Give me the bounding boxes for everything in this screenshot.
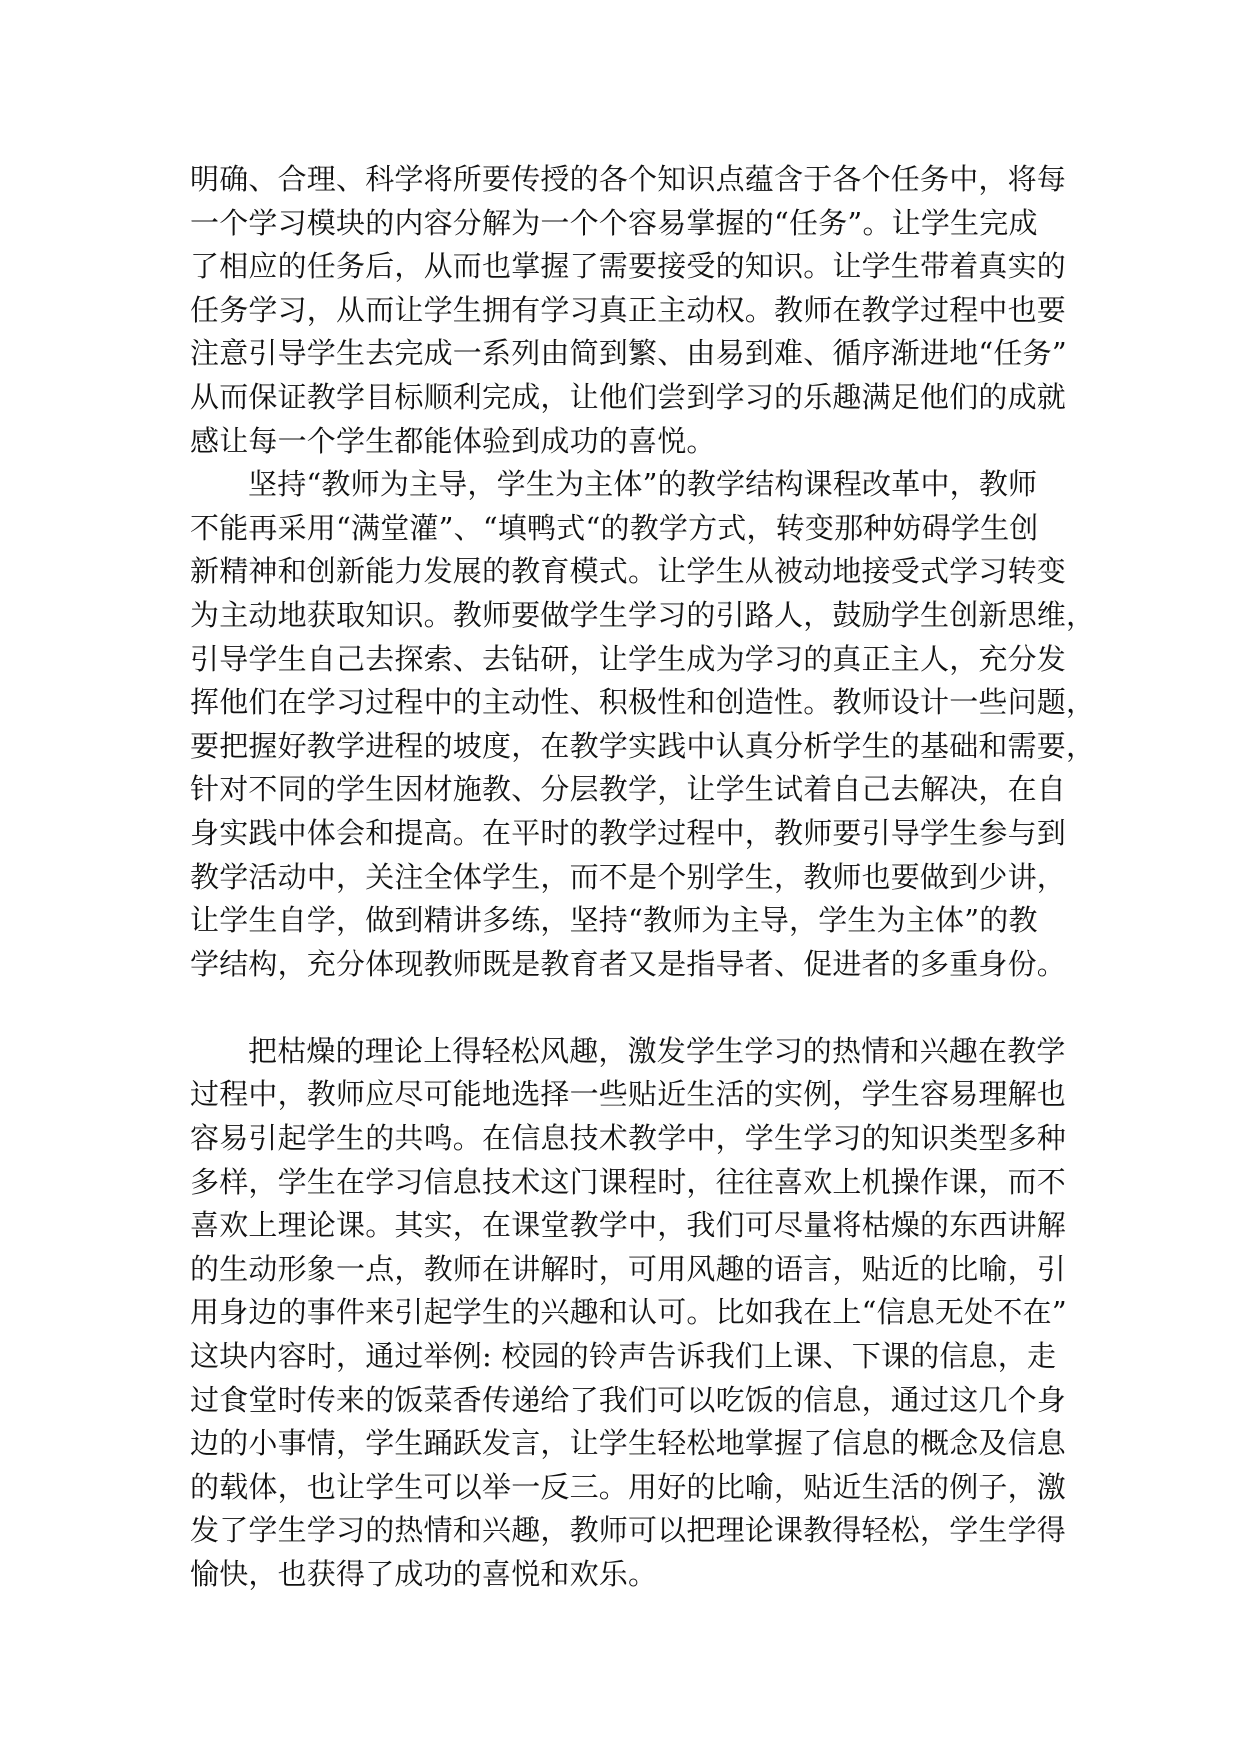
text-line: 坚持“教师为主导，学生为主体”的教学结构课程改革中，教师 (248, 467, 1038, 502)
text-line: 过食堂时传来的饭菜香传递给了我们可以吃饭的信息，通过这几个身 (190, 1382, 1067, 1417)
text-line: 学结构，充分体现教师既是教育者又是指导者、促进者的多重身份。 (190, 946, 1067, 981)
text-line: 过程中，教师应尽可能地选择一些贴近生活的实例，学生容易理解也 (190, 1077, 1067, 1112)
text-line: 边的小事情，学生踊跃发言，让学生轻松地掌握了信息的概念及信息 (190, 1426, 1067, 1461)
text-line: 不能再采用“满堂灌”、“填鸭式“的教学方式，转变那种妨碍学生创 (190, 510, 1039, 545)
text-line: 容易引起学生的共鸣。在信息技术教学中，学生学习的知识类型多种 (190, 1121, 1067, 1156)
text-line: 引导学生自己去探索、去钻研，让学生成为学习的真正主人，充分发 (190, 641, 1067, 676)
text-line: 把枯燥的理论上得轻松风趣，激发学生学习的热情和兴趣在教学 (248, 1033, 1066, 1068)
text-line: 愉快，也获得了成功的喜悦和欢乐。 (190, 1557, 658, 1591)
text-line: 为主动地获取知识。教师要做学生学习的引路人，鼓励学生创新思维， (190, 597, 1096, 632)
text-line: 注意引导学生去完成一系列由简到繁、由易到难、循序渐进地“任务” (190, 336, 1067, 371)
text-line: 的生动形象一点，教师在讲解时，可用风趣的语言，贴近的比喻，引 (190, 1251, 1067, 1286)
text-line: 挥他们在学习过程中的主动性、积极性和创造性。教师设计一些问题， (190, 685, 1096, 720)
paragraph-2 (190, 463, 1096, 1030)
text-line: 多样，学生在学习信息技术这门课程时，往往喜欢上机操作课，而不 (190, 1164, 1067, 1199)
text-line: 用身边的事件来引起学生的兴趣和认可。比如我在上“信息无处不在” (190, 1295, 1067, 1330)
text-line: 一个学习模块的内容分解为一个个容易掌握的“任务”。让学生完成 (190, 205, 1038, 240)
body-text (190, 158, 1096, 1597)
text-line: 发了学生学习的热情和兴趣，教师可以把理论课教得轻松，学生学得 (190, 1513, 1067, 1548)
text-line: 明确、合理、科学将所要传授的各个知识点蕴含于各个任务中，将每 (190, 162, 1067, 196)
text-line: 这块内容时，通过举例: 校园的铃声告诉我们上课、下课的信息，走 (190, 1339, 1057, 1374)
text-line: 针对不同的学生因材施教、分层教学，让学生试着自己去解决，在自 (190, 772, 1067, 807)
text-line: 感让每一个学生都能体验到成功的喜悦。 (190, 423, 716, 458)
paragraph-1 (190, 158, 1070, 463)
text-line: 从而保证教学目标顺利完成，让他们尝到学习的乐趣满足他们的成就 (190, 379, 1067, 414)
text-line: 了相应的任务后，从而也掌握了需要接受的知识。让学生带着真实的 (190, 249, 1067, 284)
text-line: 身实践中体会和提高。在平时的教学过程中，教师要引导学生参与到 (190, 815, 1067, 850)
text-line: 的载体，也让学生可以举一反三。用好的比喻，贴近生活的例子，激 (190, 1469, 1067, 1504)
text-line: 让学生自学，做到精讲多练，坚持“教师为主导，学生为主体”的教 (190, 903, 1038, 938)
text-line: 新精神和创新能力发展的教育模式。让学生从被动地接受式学习转变 (190, 554, 1067, 589)
text-line: 要把握好教学进程的坡度，在教学实践中认真分析学生的基础和需要， (190, 728, 1096, 763)
text-line (190, 986, 1070, 1030)
text-line: 喜欢上理论课。其实，在课堂教学中，我们可尽量将枯燥的东西讲解 (190, 1208, 1067, 1243)
paragraph-3 (190, 1030, 1070, 1597)
text-line: 教学活动中，关注全体学生，而不是个别学生，教师也要做到少讲， (190, 859, 1067, 894)
text-line: 任务学习，从而让学生拥有学习真正主动权。教师在教学过程中也要 (190, 292, 1067, 327)
